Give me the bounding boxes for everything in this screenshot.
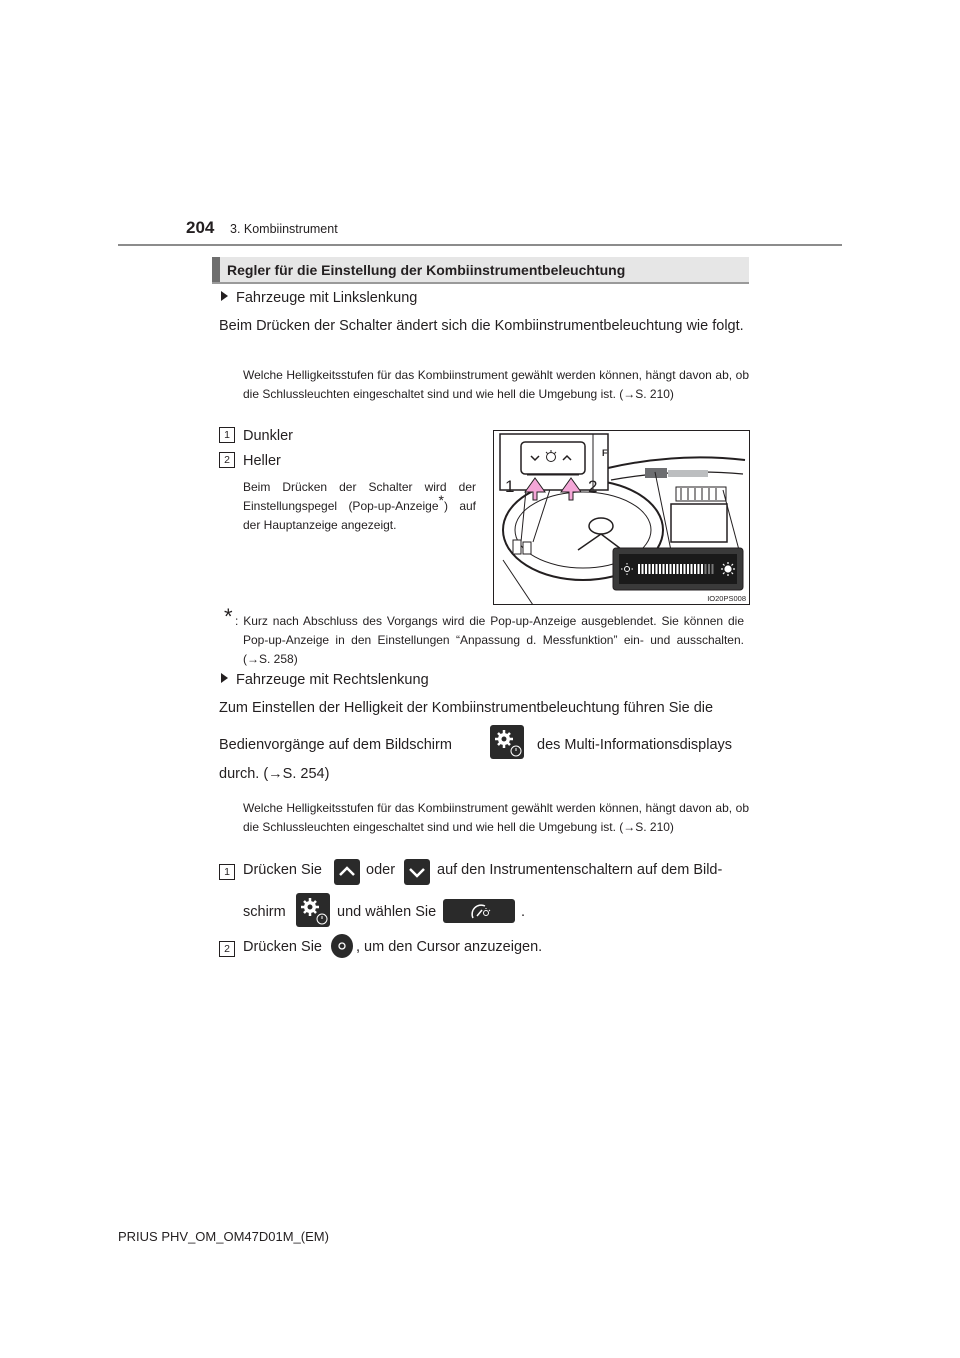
switch-down-button: [404, 859, 430, 885]
item-label-heller: Heller: [243, 453, 281, 469]
item-label-dunkler: Dunkler: [243, 428, 293, 444]
chapter-title: 3. Kombiinstrument: [230, 222, 338, 236]
callout-1: 1: [505, 477, 515, 496]
footer-doc-id: PRIUS PHV_OM_OM47D01M_(EM): [118, 1229, 329, 1244]
step1-text-d: schirm: [243, 904, 286, 920]
gear-icon: [296, 893, 330, 927]
settings-screen-icon: [490, 725, 524, 759]
header-rule: [118, 244, 842, 246]
figure-code: IO20PS008: [707, 594, 746, 603]
callout-2: 2: [588, 477, 598, 496]
step1-text-f: .: [521, 904, 526, 920]
step1-text-b: oder: [366, 862, 396, 878]
section-heading-text: Regler für die Einstellung der Kombiinstrumentbeleuchtung: [227, 262, 626, 278]
footnote-asterisk: *: [224, 604, 233, 629]
item-note: Beim Drücken der Schalter wird der Einstellungspegel (Pop-up-Anzeige*) auf der Hauptanzeige angezeigt.: [243, 480, 477, 532]
footnote-marker: *: [438, 492, 444, 508]
step-number-1: 1: [219, 864, 235, 880]
panel-letter: F: [602, 448, 608, 458]
rhd-body-line2a: Bedienvorgänge auf dem Bildschirm: [219, 737, 452, 753]
settings-screen-icon-2: [296, 893, 330, 927]
triangle-bullet-icon: [221, 673, 228, 683]
chevron-down-icon: [404, 859, 430, 885]
switch-up-button: [334, 859, 360, 885]
step2-text-a: Drücken Sie: [243, 939, 322, 955]
item-number-2: 2: [219, 452, 235, 468]
lhd-heading: [221, 290, 417, 306]
triangle-bullet-icon: [221, 291, 228, 301]
gear-icon: [490, 725, 524, 759]
lhd-note: Welche Helligkeitsstufen für das Kombiinstrument gewählt werden können, hängt davon ab, ob die Schlussleuchten eingeschaltet sind und wie hell die Umgebung ist. (→S. 210): [243, 368, 749, 401]
lhd-heading-text: Fahrzeuge mit Linkslenkung: [236, 290, 418, 306]
rhd-body-line3: durch. (→S. 254): [219, 766, 330, 782]
lhd-body: Beim Drücken der Schalter ändert sich die Kombiinstrumentbeleuchtung wie folgt.: [219, 318, 744, 334]
rhd-body-line1: Zum Einstellen der Helligkeit der Kombiinstrumentbeleuchtung führen Sie die: [219, 700, 714, 716]
page-number: 204: [186, 218, 215, 237]
step2-text-b: , um den Cursor anzuzeigen.: [356, 939, 543, 955]
chevron-up-icon: [334, 859, 360, 885]
section-heading-bar: [212, 257, 220, 282]
rhd-body-line2b: des Multi-Informationsdisplays: [537, 737, 733, 753]
meter-brightness-icon: [443, 899, 515, 923]
rhd-heading: [221, 672, 429, 688]
item-number-1: 1: [219, 427, 235, 443]
ok-dot-icon: [331, 934, 353, 958]
footnote-text: : Kurz nach Abschluss des Vorgangs wird die Pop-up-Anzeige ausgeblendet. Sie können die Pop-up-Anzeige in den Einstellungen “Anpassung d. Messfunktion” ein- und ausschalten. (→S. 258): [235, 614, 744, 666]
section-heading: [212, 257, 749, 284]
rhd-note: Welche Helligkeitsstufen für das Kombiinstrument gewählt werden können, hängt davon ab, ob die Schlussleuchten eingeschaltet sind und wie hell die Umgebung ist. (→S. 210): [243, 801, 749, 834]
meter-adjust-tab: [443, 899, 515, 923]
dashboard-illustration: [493, 430, 750, 605]
rhd-heading-text: Fahrzeuge mit Rechtslenkung: [236, 672, 429, 688]
step1-text-e: und wählen Sie: [337, 904, 437, 920]
dashboard-figure: [493, 430, 750, 605]
step-number-2: 2: [219, 941, 235, 957]
step1-text-c: auf den Instrumentenschaltern auf dem Bild-: [437, 862, 723, 878]
step1-text-a: Drücken Sie: [243, 862, 322, 878]
ok-button: [331, 934, 353, 958]
